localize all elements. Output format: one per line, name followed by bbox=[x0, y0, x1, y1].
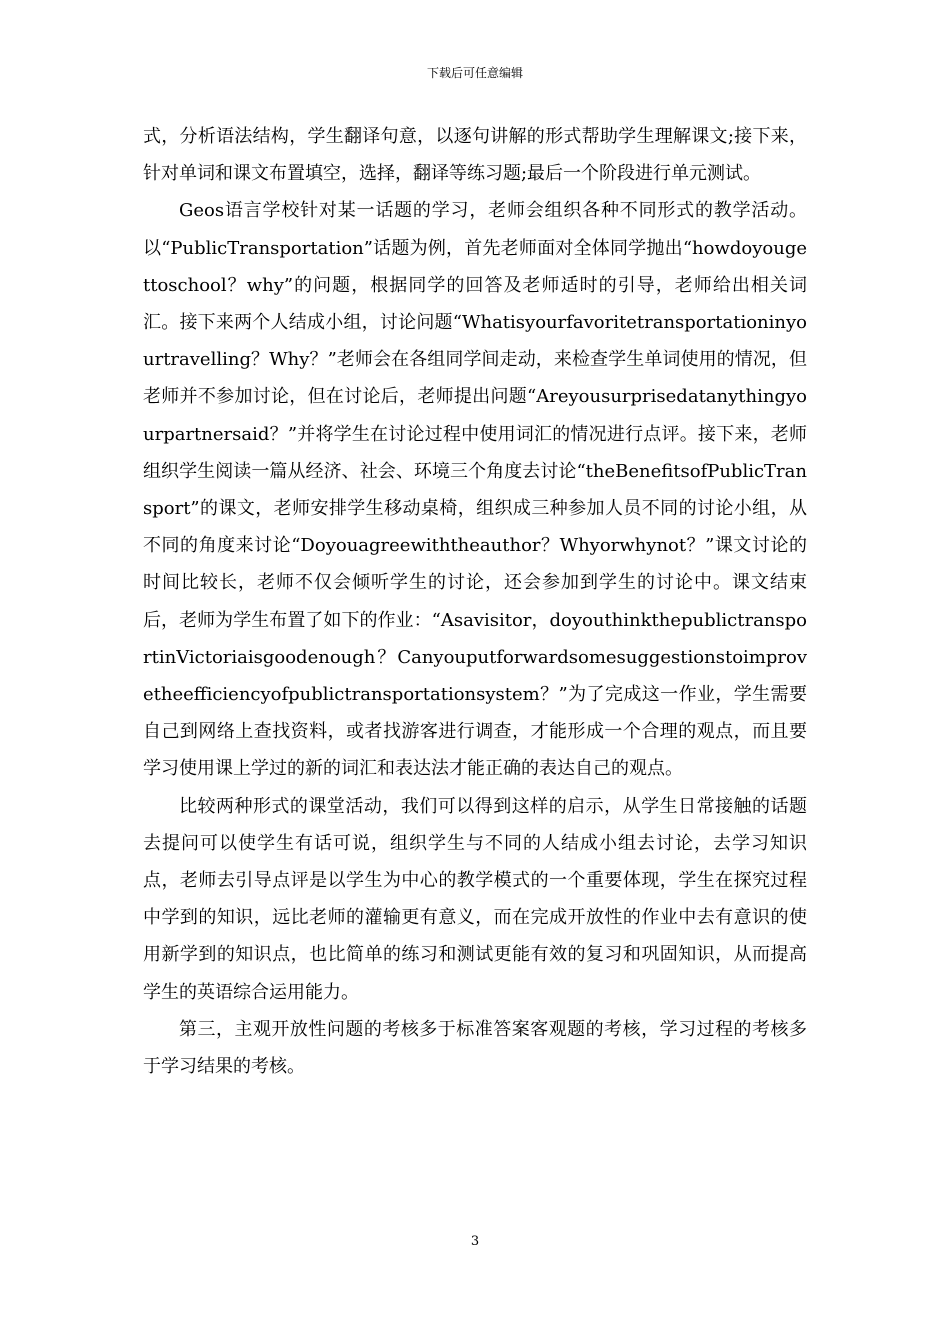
paragraph: 比较两种形式的课堂活动，我们可以得到这样的启示，从学生日常接触的话题去提问可以使学生有话可说，组织学生与不同的人结成小组去讨论，去学习知识点，老师去引导点评是以学生为中心的教学模式的一个重要体现，学生在探究过程中学到的知识，远比老师的灌输更有意义，而在完成开放性的作业中去有意识的使用新学到的知识点，也比简单的练习和测试更能有效的复习和巩固知识，从而提高学生的英语综合运用能力。 bbox=[143, 795, 807, 1003]
paragraph: 式，分析语法结构，学生翻译句意，以逐句讲解的形式帮助学生理解课文;接下来，针对单词和课文布置填空，选择，翻译等练习题;最后一个阶段进行单元测试。 bbox=[143, 126, 807, 185]
page-header: 下载后可任意编辑 bbox=[426, 66, 523, 80]
body-text bbox=[143, 118, 807, 1085]
page-number: 3 bbox=[470, 1234, 480, 1249]
paragraph: 第三，主观开放性问题的考核多于标准答案客观题的考核，学习过程的考核多于学习结果的考核。 bbox=[143, 1018, 807, 1078]
paragraph: Geos语言学校针对某一话题的学习，老师会组织各种不同形式的教学活动。以“PublicTransportation”话题为例，首先老师面对全体同学抛出“howdoyougettoschool？why”的问题，根据同学的回答及老师适时的引导，老师给出相关词汇。接下来两个人结成小组，讨论问题“Whatisyourfavoritetransportationinyourtravelling？Why？”老师会在各组同学间走动，来检查学生单词使用的情况，但老师并不参加讨论，但在讨论后，老师提出问题“Areyousurprisedatanythingyourpartnersaid？”并将学生在讨论过程中使用词汇的情况进行点评。接下来，老师组织学生阅读一篇从经济、社会、环境三个角度去讨论“theBenefitsofPublicTransport”的课文，老师安排学生移动桌椅，组织成三种参加人员不同的讨论小组，从不同的角度来讨论“Doyouagreewiththeauthor？Whyorwhynot？”课文讨论的时间比较长，老师不仅会倾听学生的讨论，还会参加到学生的讨论中。课文结束后，老师为学生布置了如下的作业：“Asavisitor，doyouthinkthepublictransportinVictoriaisgoodenough？Canyouputforwardsomesuggestionstoimprovetheefficiencyofpublictransportationsystem？”为了完成这一作业，学生需要自己到网络上查找资料，或者找游客进行调查，才能形成一个合理的观点，而且要学习使用课上学过的新的词汇和表达法才能正确的表达自己的观点。 bbox=[143, 200, 807, 780]
